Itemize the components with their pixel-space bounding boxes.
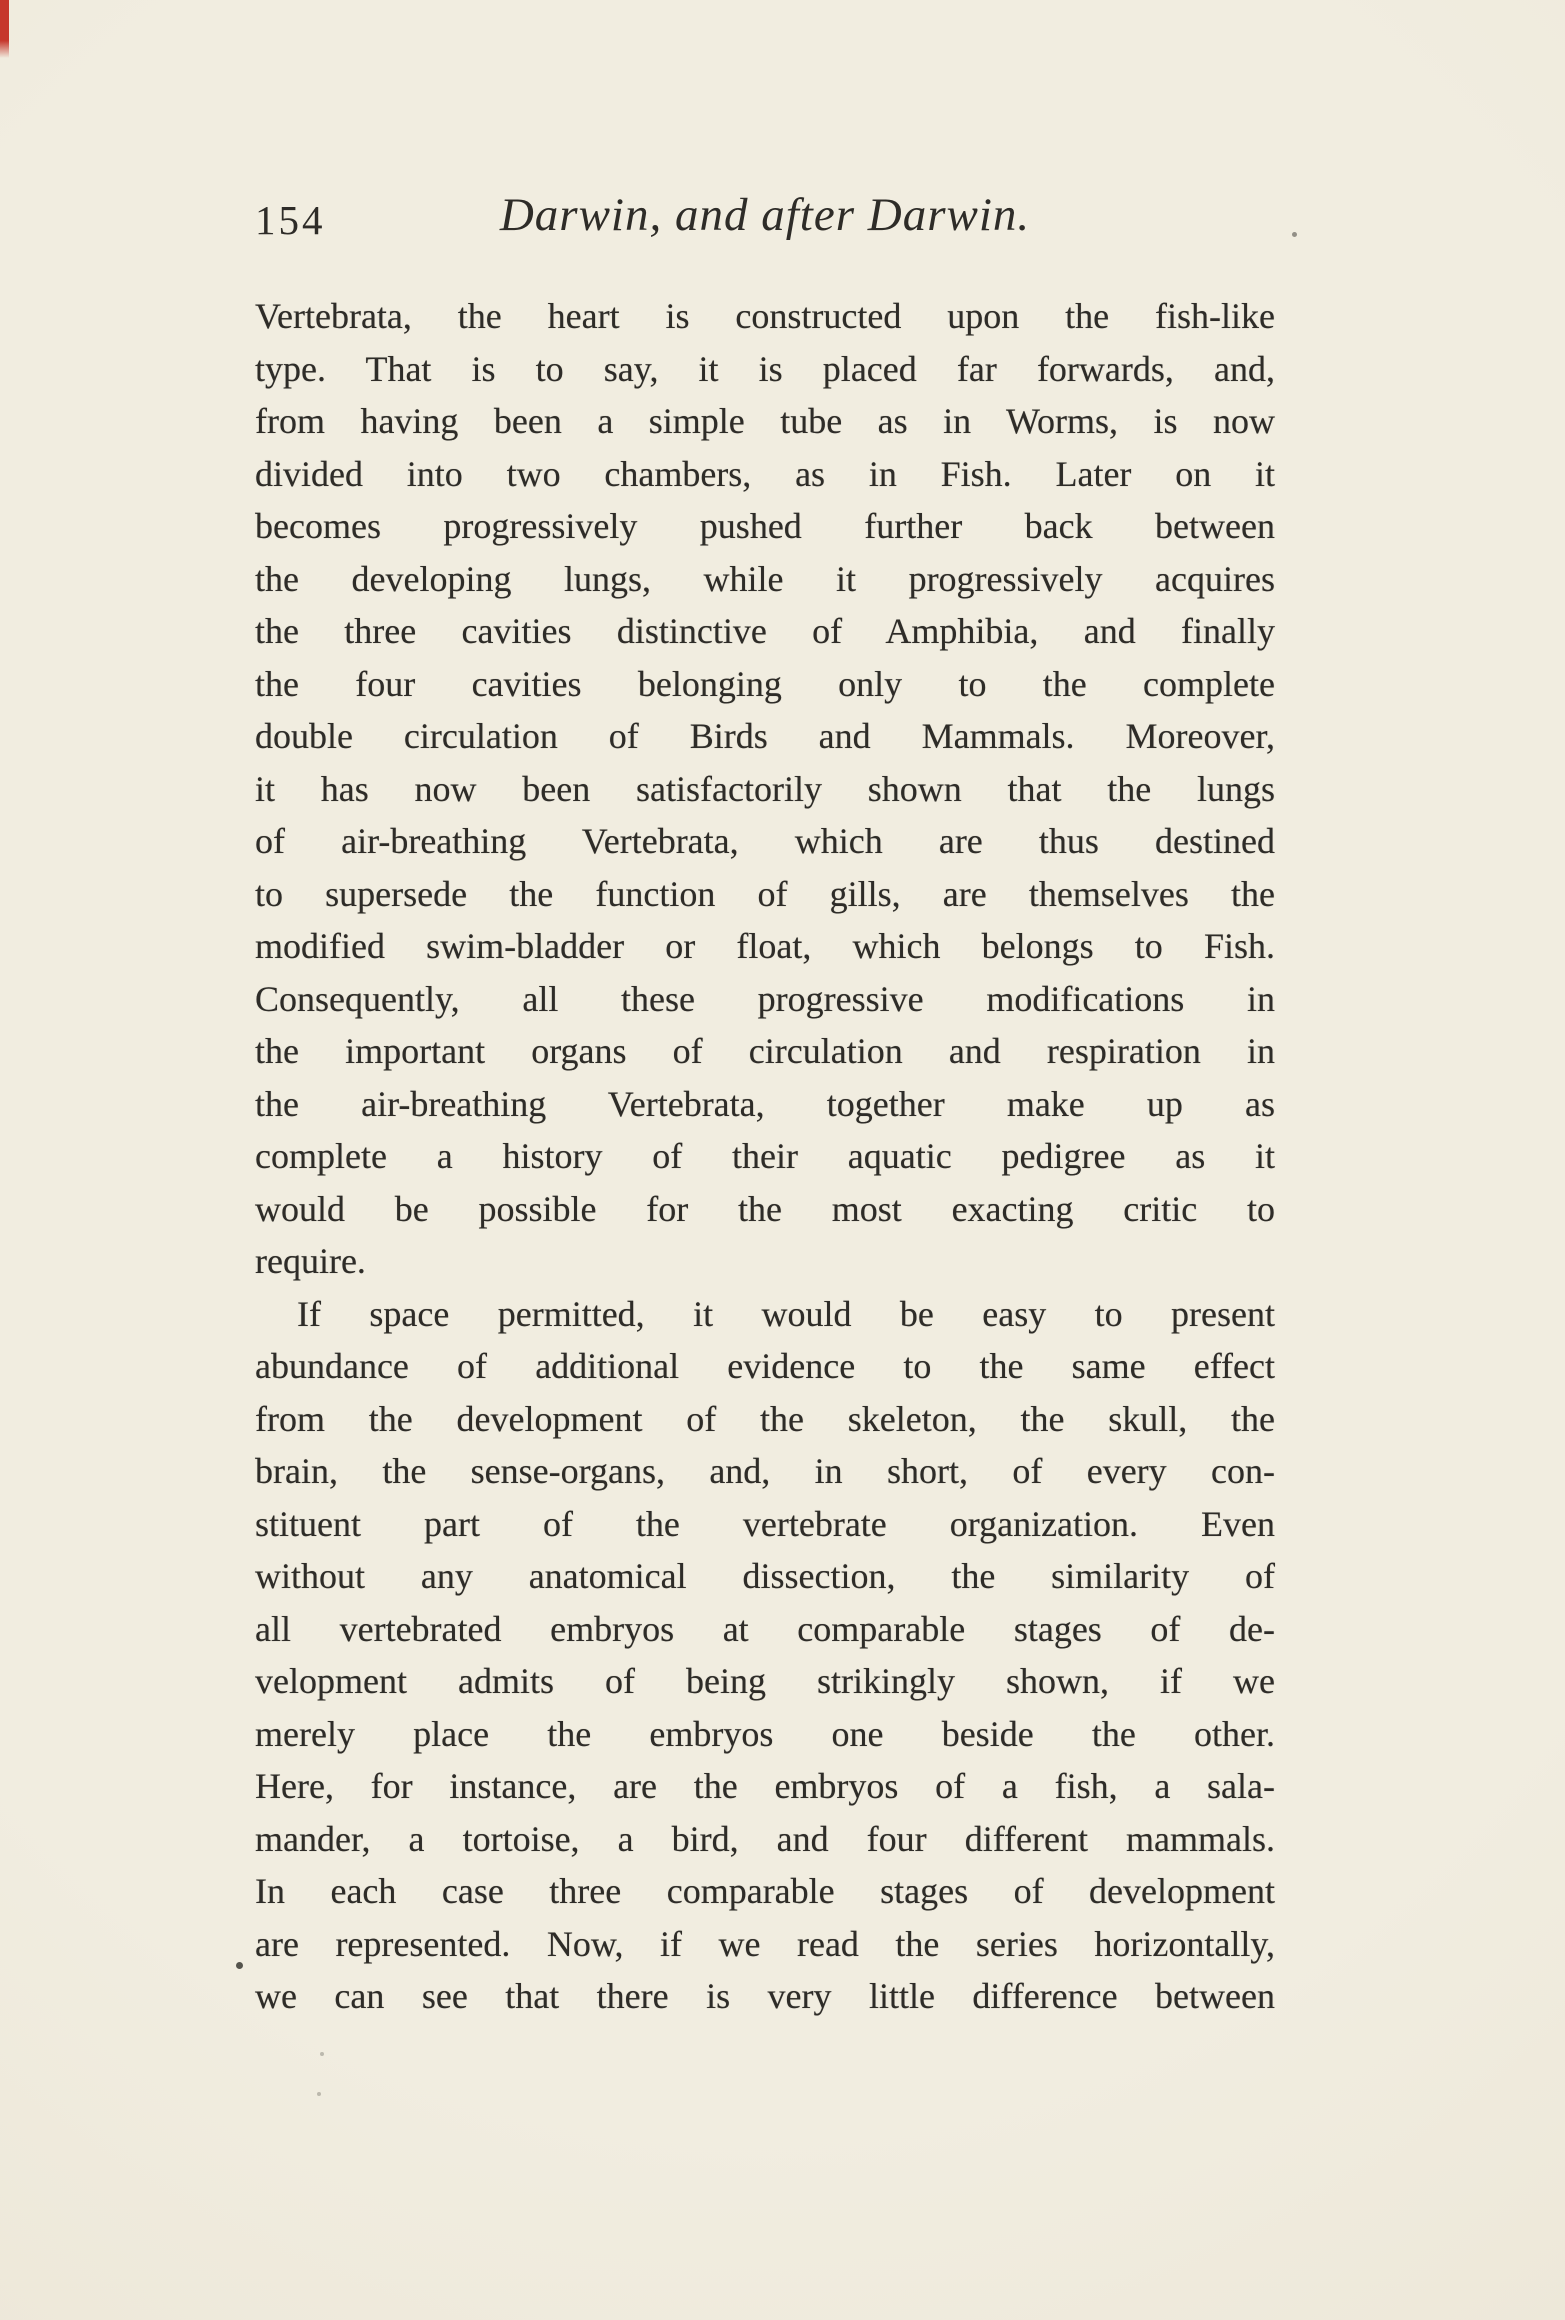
text-line: the air-breathing Vertebrata, together make up as (255, 1083, 1275, 1124)
ink-dot-artifact (320, 2052, 324, 2056)
text-line: are represented. Now, if we read the series horizontally, (255, 1923, 1275, 1964)
text-line: divided into two chambers, as in Fish. Later on it (255, 453, 1275, 494)
text-line: all vertebrated embryos at comparable stages of de- (255, 1608, 1275, 1649)
text-line: If space permitted, it would be easy to present (297, 1293, 1275, 1334)
page-header (255, 188, 1275, 254)
text-line: merely place the embryos one beside the other. (255, 1713, 1275, 1754)
scan-edge-artifact (0, 0, 9, 58)
text-line: double circulation of Birds and Mammals. Moreover, (255, 716, 1275, 756)
text-line: without any anatomical dissection, the similarity of (255, 1556, 1275, 1596)
text-line: from having been a simple tube as in Worms, is now (255, 401, 1275, 441)
page-body (255, 290, 1275, 2023)
text-line: Here, for instance, are the embryos of a fish, a sala- (255, 1766, 1275, 1806)
text-line: require. (255, 1241, 366, 1281)
ink-dot-artifact (1292, 232, 1297, 237)
text-line: would be possible for the most exacting critic to (255, 1188, 1275, 1229)
text-line: modified swim-bladder or float, which belongs to Fish. (255, 926, 1275, 966)
paragraph (255, 290, 1275, 1288)
text-line: Vertebrata, the heart is constructed upon the fish-like (255, 296, 1275, 336)
text-line: becomes progressively pushed further back between (255, 506, 1275, 546)
paragraph (255, 1288, 1275, 2023)
text-line: stituent part of the vertebrate organization. Even (255, 1503, 1275, 1544)
text-line: of air-breathing Vertebrata, which are thus destined (255, 821, 1275, 861)
text-line: the four cavities belonging only to the complete (255, 663, 1275, 704)
ink-dot-artifact (236, 1962, 243, 1969)
text-line: we can see that there is very little difference between (255, 1976, 1275, 2016)
page-number: 154 (255, 197, 326, 243)
text-line: brain, the sense-organs, and, in short, of every con- (255, 1451, 1275, 1491)
text-line: from the development of the skeleton, the skull, the (255, 1398, 1275, 1439)
text-line: the important organs of circulation and respiration in (255, 1031, 1275, 1071)
text-line: In each case three comparable stages of development (255, 1871, 1275, 1911)
text-line: the three cavities distinctive of Amphibia, and finally (255, 611, 1275, 651)
text-line: velopment admits of being strikingly shown, if we (255, 1661, 1275, 1701)
text-line: type. That is to say, it is placed far forwards, and, (255, 348, 1275, 389)
text-line: to supersede the function of gills, are themselves the (255, 873, 1275, 914)
text-line: it has now been satisfactorily shown that the lungs (255, 768, 1275, 809)
ink-dot-artifact (317, 2092, 321, 2096)
text-line: mander, a tortoise, a bird, and four different mammals. (255, 1818, 1275, 1859)
text-line: Consequently, all these progressive modifications in (255, 978, 1275, 1019)
text-line: complete a history of their aquatic pedigree as it (255, 1136, 1275, 1176)
running-title: Darwin, and after Darwin. (499, 189, 1031, 241)
text-line: abundance of additional evidence to the same effect (255, 1346, 1275, 1386)
text-line: the developing lungs, while it progressively acquires (255, 558, 1275, 599)
